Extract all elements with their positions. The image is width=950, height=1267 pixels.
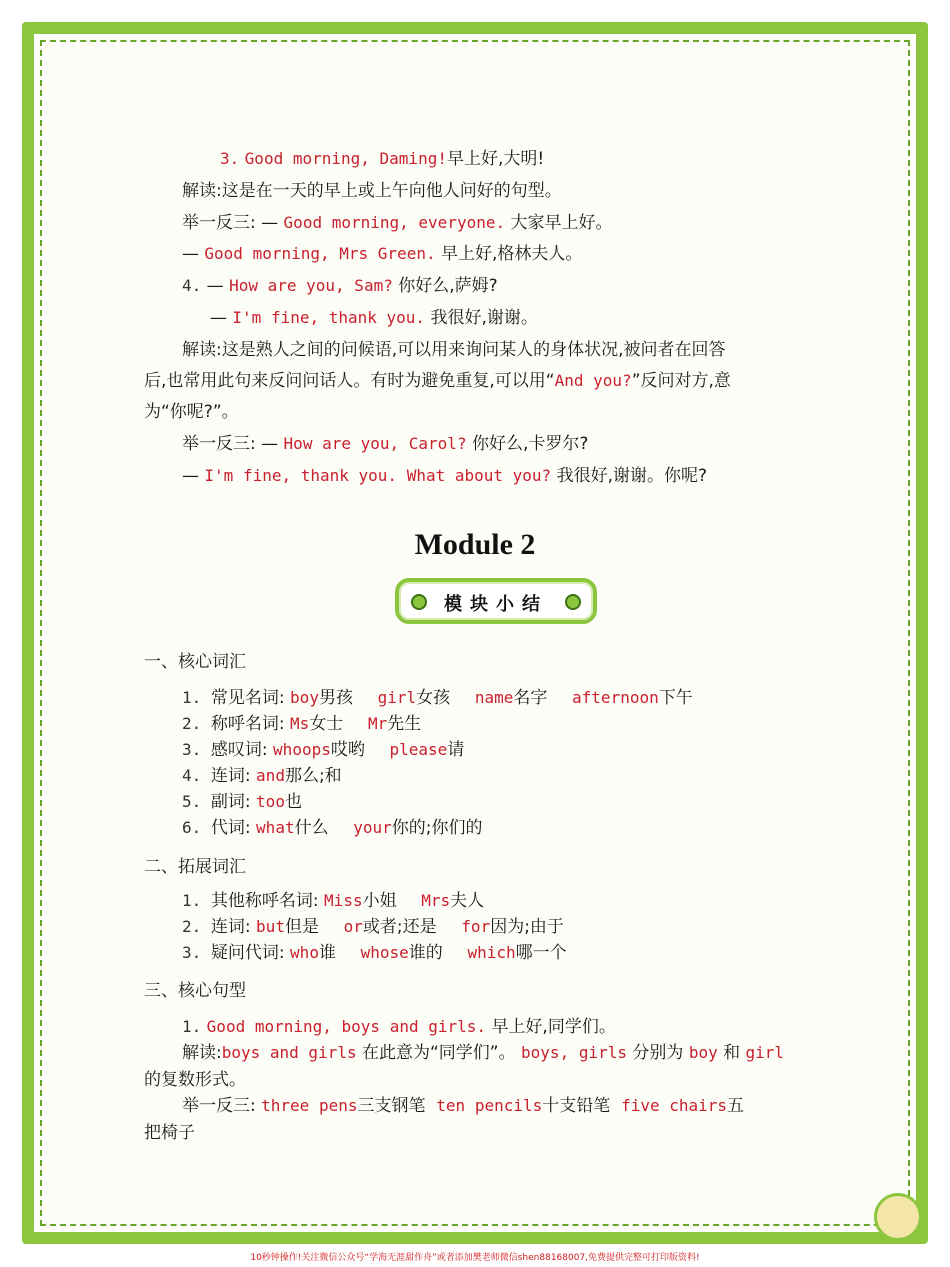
vocab-number: 4. (182, 766, 211, 785)
vocab-item (182, 765, 342, 787)
explanation-line: 解读:boys and girls 在此意为“同学们”。 boys, girls 分别为 boy 和 girl (182, 1043, 785, 1063)
vocab-item (182, 791, 302, 813)
vocab-word: which (448, 943, 516, 962)
vocab-item (182, 739, 464, 761)
vocab-word: or (324, 917, 363, 936)
practice-line: 举一反三: — How are you, Carol? 你好么,卡罗尔? (182, 434, 589, 454)
section-heading: 二、拓展词汇 (144, 857, 246, 877)
vocab-word: Miss (324, 891, 363, 910)
vocab-meaning: 名字 (513, 688, 553, 708)
vocab-item (182, 713, 421, 735)
vocab-item (182, 817, 483, 839)
section-heading: 一、核心词汇 (144, 652, 246, 672)
vocab-word: Ms (290, 714, 310, 733)
vocab-word: girl (358, 688, 417, 707)
vocab-word: and (256, 766, 285, 785)
vocab-word: your (333, 818, 392, 837)
vocab-meaning: 因为;由于 (490, 917, 564, 937)
vocab-word: whoops (273, 740, 331, 759)
example-line: 4. — How are you, Sam? 你好么,萨姆? (182, 276, 498, 296)
vocab-category: 疑问代词: (210, 943, 291, 963)
explanation-line: 后,也常用此句来反问问话人。有时为避免重复,可以用“And you?”反问对方,意 (144, 371, 731, 391)
vocab-category: 连词: (210, 917, 257, 937)
vocab-meaning: 小姐 (362, 891, 402, 911)
practice-line: 举一反三: three pens三支钢笔 ten pencils十支铅笔 five chairs五 (182, 1096, 745, 1116)
vocab-word: but (256, 917, 285, 936)
vocab-meaning: 或者;还是 (362, 917, 443, 937)
vocab-meaning: 请 (447, 740, 465, 760)
flower-logo-icon (874, 1193, 922, 1241)
practice-line: 把椅子 (144, 1123, 195, 1143)
vocab-word: name (455, 688, 514, 707)
vocab-category: 连词: (210, 766, 257, 786)
vocab-word: Mrs (401, 891, 451, 910)
vocab-word: please (370, 740, 448, 759)
vocab-meaning: 也 (284, 792, 302, 812)
vocab-category: 感叹词: (210, 740, 274, 760)
vocab-category: 称呼名词: (210, 714, 291, 734)
vocab-meaning: 哎哟 (330, 740, 371, 760)
vocab-word: who (290, 943, 319, 962)
example-line: 1. Good morning, boys and girls. 早上好,同学们。 (182, 1017, 616, 1037)
module-summary-badge: 模块小结 (395, 578, 597, 624)
vocab-word: too (256, 792, 285, 811)
vocab-meaning: 你的;你们的 (391, 818, 483, 838)
vocab-meaning: 夫人 (450, 891, 485, 911)
example-line: — I'm fine, thank you. 我很好,谢谢。 (210, 308, 538, 328)
vocab-category: 其他称呼名词: (210, 891, 325, 911)
vocab-word: what (256, 818, 295, 837)
practice-line: — I'm fine, thank you. What about you? 我很好,谢谢。你呢? (182, 466, 708, 486)
module-title: Module 2 (414, 528, 536, 561)
vocab-word: Mr (348, 714, 388, 733)
section-heading: 三、核心句型 (144, 981, 246, 1001)
vocab-number: 2. (182, 917, 211, 936)
footer-notice: 10秒钟操作!关注微信公众号“学海无涯甜作舟”或者添加樊老师微信shen88168007,免费提供完整可打印版资料! (250, 1253, 700, 1263)
vocab-number: 3. (182, 740, 211, 759)
practice-line: — Good morning, Mrs Green. 早上好,格林夫人。 (182, 244, 583, 264)
explanation-line: 解读:这是熟人之间的问候语,可以用来询问某人的身体状况,被问者在回答 (182, 340, 726, 360)
vocab-number: 2. (182, 714, 211, 733)
explanation-line: 为“你呢?”。 (144, 402, 239, 422)
vocab-meaning: 男孩 (318, 688, 359, 708)
vocab-number: 3. (182, 943, 211, 962)
vocab-item (182, 890, 484, 912)
vocab-meaning: 谁的 (408, 943, 449, 963)
vocab-number: 1. (182, 688, 211, 707)
vocab-word: for (442, 917, 491, 936)
vocab-item (182, 687, 693, 709)
vocab-meaning: 那么;和 (284, 766, 342, 786)
vocab-word: boy (290, 688, 319, 707)
example-line: 3. Good morning, Daming!早上好,大明! (220, 149, 545, 169)
vocab-number: 1. (182, 891, 211, 910)
vocab-word: afternoon (552, 688, 659, 707)
vocab-category: 常见名词: (210, 688, 291, 708)
vocab-word: whose (341, 943, 409, 962)
vocab-number: 6. (182, 818, 211, 837)
practice-line: 举一反三: — Good morning, everyone. 大家早上好。 (182, 213, 613, 233)
vocab-meaning: 哪一个 (515, 943, 567, 963)
vocab-meaning: 什么 (294, 818, 334, 838)
vocab-category: 副词: (210, 792, 257, 812)
vocab-meaning: 女士 (309, 714, 349, 734)
vocab-meaning: 下午 (658, 688, 693, 708)
vocab-meaning: 谁 (318, 943, 342, 963)
vocab-meaning: 但是 (284, 917, 325, 937)
vocab-number: 5. (182, 792, 211, 811)
green-dot-icon (565, 594, 581, 610)
explanation-line: 的复数形式。 (144, 1070, 246, 1090)
vocab-meaning: 先生 (387, 714, 422, 734)
vocab-category: 代词: (210, 818, 257, 838)
vocab-item (182, 916, 564, 938)
vocab-meaning: 女孩 (416, 688, 456, 708)
explanation-line: 解读:这是在一天的早上或上午向他人问好的句型。 (182, 181, 562, 201)
vocab-item (182, 942, 567, 964)
